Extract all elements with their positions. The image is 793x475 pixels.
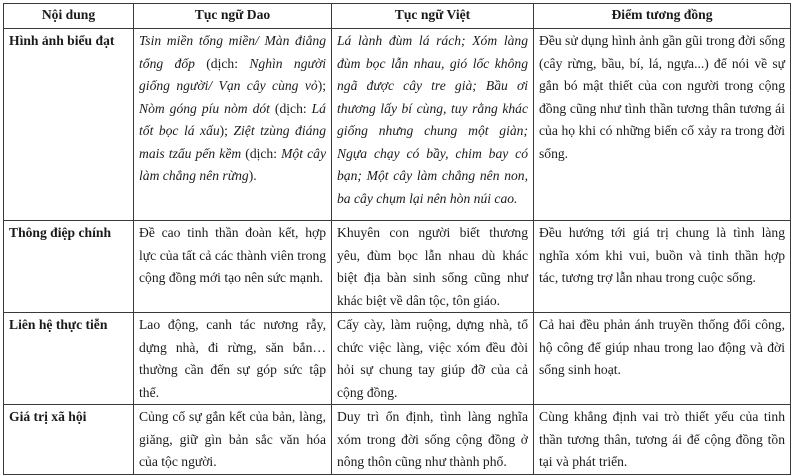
- table-header-row: [4, 4, 791, 29]
- italic-text: Tsin miền tổng miền/ Màn điẳng tổng đốp: [139, 33, 326, 71]
- viet-cell: [332, 29, 534, 221]
- plain-text: Cấy cày, làm ruộng, dựng nhà, tổ chức việc làng, việc xóm đều đòi hỏi sự chung tay giúp đỡ của cả cộng đồng.: [337, 317, 528, 400]
- viet-cell: [332, 405, 534, 475]
- viet-cell: [332, 221, 534, 313]
- plain-text: Củng cố sự gắn kết của bản, làng, giăng, giữ gìn bản sắc văn hóa của tộc người.: [139, 409, 326, 469]
- viet-cell: [332, 313, 534, 405]
- comparison-table: [3, 3, 791, 475]
- comparison-table-wrapper: [3, 3, 791, 475]
- table-row: [4, 313, 791, 405]
- dao-cell: [134, 29, 332, 221]
- common-cell: Đều sử dụng hình ảnh gần gũi trong đời sống (cây rừng, bầu, bí, lá, ngựa...) để nói về sự gắn bó mật thiết của con người trong cộng đồng cũng như tình thần tương thân tương ái của họ khi có những biến cố xảy ra trong đời sống.: [534, 29, 791, 221]
- common-cell: Cùng khẳng định vai trò thiết yếu của tinh thần tương thân, tương ái để cộng đồng tồn tại và phát triển.: [534, 405, 791, 475]
- row-label: Giá trị xã hội: [4, 405, 134, 475]
- plain-text: Đề cao tinh thần đoàn kết, hợp lực của tất cả các thành viên trong cộng đồng mới tạo nên sức mạnh.: [139, 225, 326, 285]
- plain-text: (dịch:: [194, 55, 250, 71]
- plain-text: (dịch:: [269, 100, 312, 116]
- table-row: [4, 405, 791, 475]
- italic-text: Nghìn người giống người/ Vạn cây cùng vỏ: [139, 55, 326, 93]
- header-content: Nội dung: [4, 4, 134, 29]
- plain-text: (dịch:: [241, 145, 282, 161]
- plain-text: ).: [248, 168, 257, 183]
- header-viet-proverbs: Tục ngữ Việt: [332, 4, 534, 29]
- italic-text: Lá lành đùm lá rách; Xóm làng đùm bọc lẫn nhau, gió lốc không ngã được cây tre già; Bầu ơi thương lấy bí cùng, tuy rằng khác giống nhưng chung một giàn; Ngựa chạy có bầy, chim bay có bạn; Một cây làm chẳng nên non, ba cây chụm lại nên hòn núi cao.: [337, 33, 528, 206]
- italic-text: Lá tốt bọc lá xấu: [139, 100, 326, 138]
- plain-text: Khuyên con người biết thương yêu, đùm bọc lẫn nhau dù khác biệt địa bàn sinh sống cũng như khác biệt về dân tộc, tôn giáo.: [337, 225, 528, 308]
- plain-text: Lao động, canh tác nương rẫy, dựng nhà, đi rừng, săn bắn… thường cần đến sự góp sức tập thể.: [139, 317, 326, 400]
- common-cell: Đều hướng tới giá trị chung là tình làng nghĩa xóm khi vui, buồn và tinh thần hợp tác, tương trợ lẫn nhau trong cuộc sống.: [534, 221, 791, 313]
- header-dao-proverbs: Tục ngữ Dao: [134, 4, 332, 29]
- row-label: Hình ảnh biểu đạt: [4, 29, 134, 221]
- dao-cell: [134, 313, 332, 405]
- common-cell: Cả hai đều phản ánh truyền thống đổi công, hộ công để giúp nhau trong lao động và đời sống sinh hoạt.: [534, 313, 791, 405]
- italic-text: Nòm góng píu nòm dót: [139, 100, 270, 116]
- italic-text: Một cây làm chẳng nên rừng: [139, 145, 326, 183]
- row-label: Thông điệp chính: [4, 221, 134, 313]
- plain-text: );: [219, 123, 234, 138]
- italic-text: Ziệt tzùng điáng mais tzẩu pến kềm: [139, 123, 327, 161]
- plain-text: Duy trì ổn định, tình làng nghĩa xóm trong đời sống cộng đồng ở nông thôn cũng như thành phố.: [337, 409, 528, 469]
- dao-cell: [134, 221, 332, 313]
- table-row: [4, 29, 791, 221]
- header-similarities: Điểm tương đồng: [534, 4, 791, 29]
- plain-text: );: [317, 78, 326, 93]
- row-label: Liên hệ thực tiễn: [4, 313, 134, 405]
- table-row: [4, 221, 791, 313]
- dao-cell: [134, 405, 332, 475]
